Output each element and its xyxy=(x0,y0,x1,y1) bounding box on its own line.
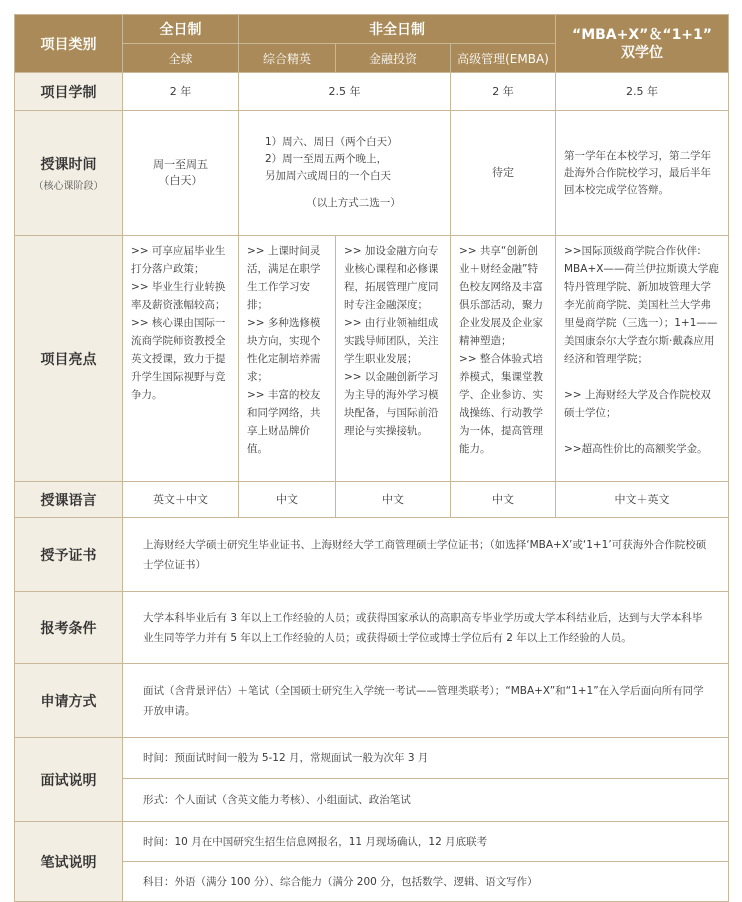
mba-header-line2: 双学位 xyxy=(621,44,663,61)
fulltime-header: 全日制 xyxy=(123,15,239,44)
parttime-header: 非全日制 xyxy=(239,15,556,44)
schedule-emba: 待定 xyxy=(451,111,556,236)
written-label: 笔试说明 xyxy=(15,822,123,902)
schedule-label: 授课时间 xyxy=(40,157,97,173)
duration-row xyxy=(15,73,729,111)
requirements-text: 大学本科毕业后有 3 年以上工作经验的人员；或获得国家承认的高职高专毕业学历或大学本科结业后，达到与大学本科毕业生同等学力并有 5 年以上工作经验的人员；或获得硕士学位或博士学位后有 2 年以上工作经验的人员。 xyxy=(123,592,729,664)
highlights-label: 项目亮点 xyxy=(15,236,123,482)
schedule-parttime: 1）周六、周日（两个白天） 2）周一至周五两个晚上， 另加周六或周日的一个白天 xyxy=(265,136,398,182)
schedule-label-note: （核心课阶段） xyxy=(33,181,104,192)
schedule-row xyxy=(15,111,729,236)
header-row-main xyxy=(15,15,729,44)
application-row xyxy=(15,664,729,738)
interview-time-row xyxy=(15,738,729,779)
program-table-wrapper xyxy=(14,14,728,902)
sub-header-emba: 高级管理(EMBA) xyxy=(451,44,556,73)
highlights-row xyxy=(15,236,729,482)
written-subjects: 科目：外语（满分 100 分）、综合能力（满分 200 分，包括数学、逻辑、语文写作） xyxy=(123,862,729,902)
schedule-parttime-note: （以上方式二选一） xyxy=(306,197,401,209)
interview-format: 形式：个人面试（含英文能力考核）、小组面试、政治笔试 xyxy=(123,779,729,822)
mba-double-degree-header xyxy=(556,15,729,73)
requirements-label: 报考条件 xyxy=(15,592,123,664)
certificate-label: 授予证书 xyxy=(15,518,123,592)
written-time: 时间：10 月在中国研究生招生信息网报名，11 月现场确认，12 月底联考 xyxy=(123,822,729,862)
highlights-global: >> 可享应届毕业生打分落户政策； >> 毕业生行业转换率及薪资涨幅较高； >> 核心课由国际一流商学院师资教授全英文授课，致力于提升学生国际视野与竞争力。 xyxy=(123,236,239,482)
schedule-mba: 第一学年在本校学习，第二学年赴海外合作院校学习，最后半年回本校完成学位答辩。 xyxy=(556,111,729,236)
duration-global: 2 年 xyxy=(123,73,239,111)
schedule-label-cell xyxy=(15,111,123,236)
requirements-row xyxy=(15,592,729,664)
certificate-row xyxy=(15,518,729,592)
highlights-mba: >>国际顶级商学院合作伙伴: MBA+X——荷兰伊拉斯谟大学鹿特丹管理学院、新加坡管理大学李光前商学院、美国杜兰大学弗里曼商学院（三选一）；1+1——美国康奈尔大学查尔斯·戴森应用经济和管理学院； >> 上海财经大学及合作院校双硕士学位； >>超高性价比的高额奖学金。 xyxy=(556,236,729,482)
interview-time: 时间：预面试时间一般为 5-12 月，常规面试一般为次年 3 月 xyxy=(123,738,729,779)
language-label: 授课语言 xyxy=(15,482,123,518)
interview-format-row xyxy=(15,779,729,822)
language-finance: 中文 xyxy=(336,482,451,518)
written-time-row xyxy=(15,822,729,862)
language-emba: 中文 xyxy=(451,482,556,518)
language-row xyxy=(15,482,729,518)
certificate-text: 上海财经大学硕士研究生毕业证书、上海财经大学工商管理硕士学位证书；（如选择‘MBA+X’或‘1+1’可获海外合作院校硕士学位证书） xyxy=(123,518,729,592)
written-subjects-row xyxy=(15,862,729,902)
highlights-emba: >> 共享“创新创业＋财经金融”特色校友网络及丰富俱乐部活动，聚力企业发展及企业家精神塑造； >> 整合体验式培养模式，集课堂教学、企业参访、实战操练、行动教学为一体，提高管理能力。 xyxy=(451,236,556,482)
application-label: 申请方式 xyxy=(15,664,123,738)
sub-header-comprehensive: 综合精英 xyxy=(239,44,336,73)
application-text: 面试（含背景评估）＋笔试（全国硕士研究生入学统一考试——管理类联考）；“MBA+X”和“1+1”在入学后面向所有同学开放申请。 xyxy=(123,664,729,738)
program-comparison-table xyxy=(14,14,729,902)
interview-label: 面试说明 xyxy=(15,738,123,822)
mba-header-line1: “MBA+X”＆“1+1” xyxy=(572,26,712,43)
schedule-parttime-cell xyxy=(239,111,451,236)
duration-label: 项目学制 xyxy=(15,73,123,111)
language-comprehensive: 中文 xyxy=(239,482,336,518)
duration-emba: 2 年 xyxy=(451,73,556,111)
sub-header-global: 全球 xyxy=(123,44,239,73)
sub-header-finance: 金融投资 xyxy=(336,44,451,73)
language-mba: 中文＋英文 xyxy=(556,482,729,518)
schedule-global: 周一至周五 （白天） xyxy=(123,111,239,236)
highlights-comprehensive: >> 上课时间灵活，满足在职学生工作学习安排； >> 多种选修模块方向，实现个性化定制培养需求； >> 丰富的校友和同学网络，共享上财品牌价值。 xyxy=(239,236,336,482)
highlights-finance: >> 加设金融方向专业核心课程和必修课程，拓展管理广度同时专注金融深度； >> 由行业领袖组成实践导师团队，关注学生职业发展； >> 以金融创新学习为主导的海外学习模块配备，与国际前沿理论与实操接轨。 xyxy=(336,236,451,482)
category-header: 项目类别 xyxy=(15,15,123,73)
duration-mba: 2.5 年 xyxy=(556,73,729,111)
duration-parttime: 2.5 年 xyxy=(239,73,451,111)
language-global: 英文＋中文 xyxy=(123,482,239,518)
